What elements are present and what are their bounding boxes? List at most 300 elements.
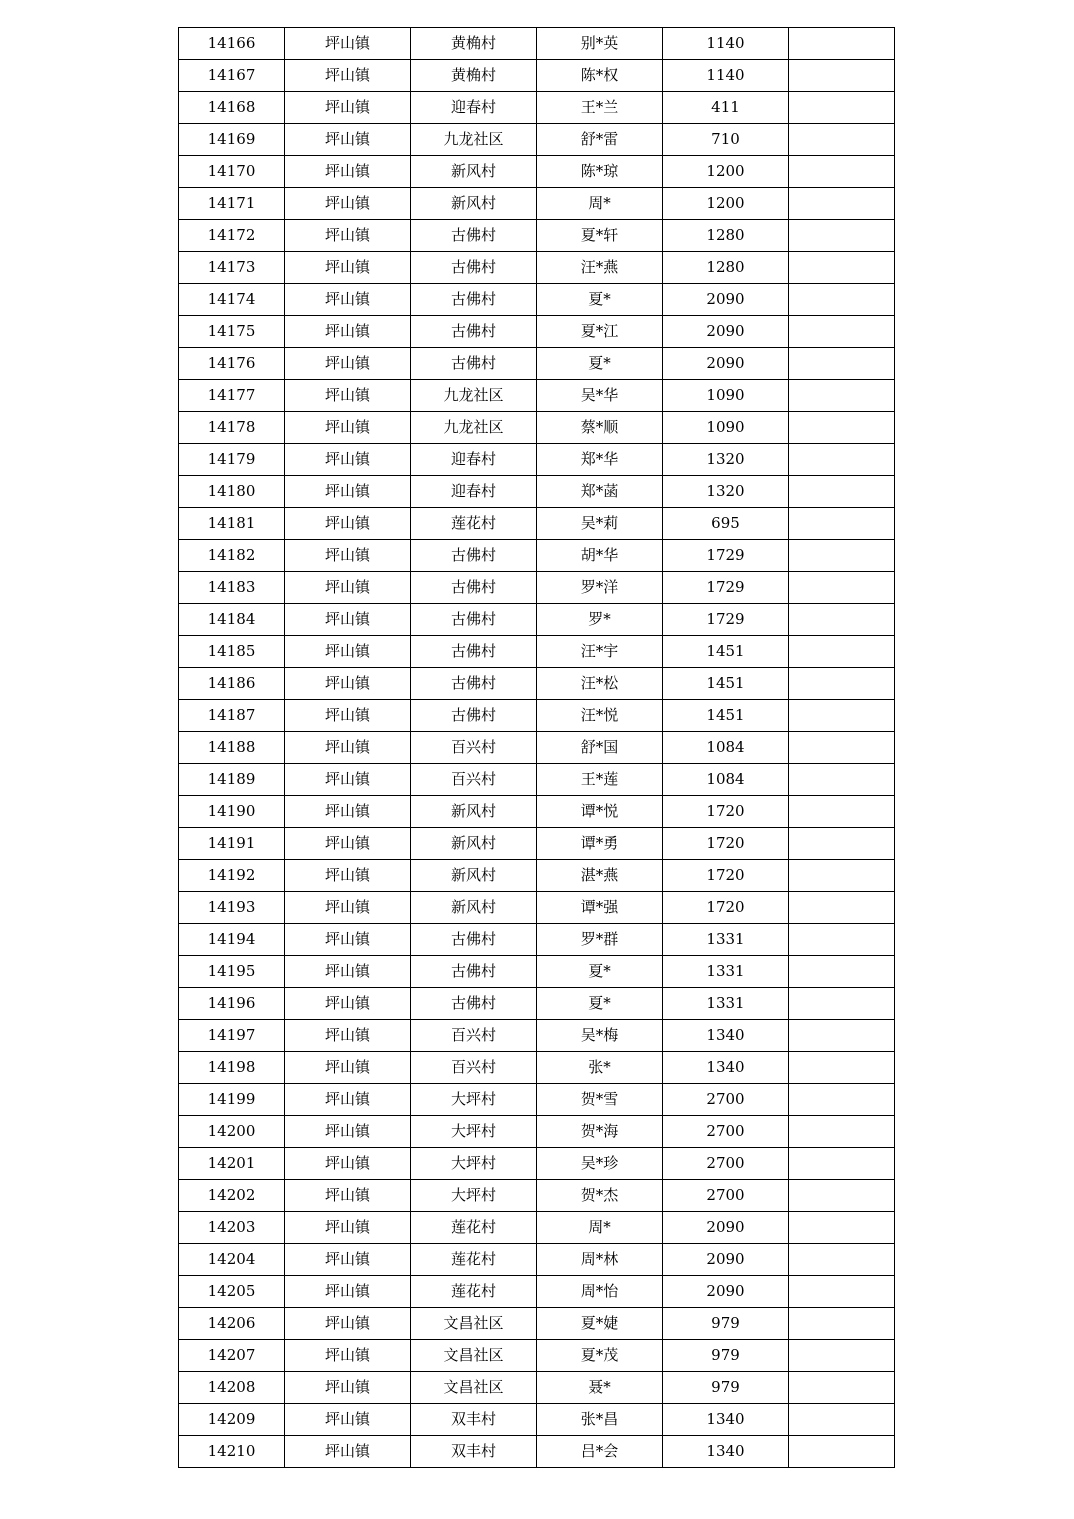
remark-cell [789,28,895,60]
remark-cell [789,1148,895,1180]
amount-cell: 1340 [663,1020,789,1052]
remark-cell [789,796,895,828]
amount-cell: 1084 [663,732,789,764]
row-number-cell: 14175 [179,316,285,348]
row-number-cell: 14194 [179,924,285,956]
town-cell: 坪山镇 [285,1116,411,1148]
amount-cell: 979 [663,1308,789,1340]
town-cell: 坪山镇 [285,156,411,188]
data-table [178,27,895,1468]
remark-cell [789,444,895,476]
village-cell: 古佛村 [411,636,537,668]
name-cell: 夏* [537,988,663,1020]
name-cell: 王*莲 [537,764,663,796]
village-cell: 古佛村 [411,348,537,380]
amount-cell: 1280 [663,220,789,252]
row-number-cell: 14187 [179,700,285,732]
row-number-cell: 14195 [179,956,285,988]
town-cell: 坪山镇 [285,284,411,316]
name-cell: 周* [537,188,663,220]
name-cell: 夏*轩 [537,220,663,252]
name-cell: 谭*强 [537,892,663,924]
village-cell: 新风村 [411,860,537,892]
town-cell: 坪山镇 [285,508,411,540]
table-row [179,540,895,572]
row-number-cell: 14209 [179,1404,285,1436]
village-cell: 文昌社区 [411,1308,537,1340]
village-cell: 新风村 [411,796,537,828]
remark-cell [789,636,895,668]
row-number-cell: 14189 [179,764,285,796]
name-cell: 吴*梅 [537,1020,663,1052]
name-cell: 谭*勇 [537,828,663,860]
amount-cell: 1331 [663,988,789,1020]
village-cell: 古佛村 [411,988,537,1020]
remark-cell [789,1404,895,1436]
amount-cell: 2700 [663,1116,789,1148]
town-cell: 坪山镇 [285,1340,411,1372]
row-number-cell: 14184 [179,604,285,636]
name-cell: 周*怡 [537,1276,663,1308]
town-cell: 坪山镇 [285,1404,411,1436]
row-number-cell: 14204 [179,1244,285,1276]
amount-cell: 1340 [663,1436,789,1468]
table-row [179,1372,895,1404]
row-number-cell: 14201 [179,1148,285,1180]
name-cell: 汪*燕 [537,252,663,284]
village-cell: 九龙社区 [411,380,537,412]
amount-cell: 411 [663,92,789,124]
town-cell: 坪山镇 [285,764,411,796]
row-number-cell: 14168 [179,92,285,124]
table-row [179,1116,895,1148]
village-cell: 双丰村 [411,1436,537,1468]
row-number-cell: 14172 [179,220,285,252]
village-cell: 古佛村 [411,316,537,348]
table-row [179,604,895,636]
town-cell: 坪山镇 [285,572,411,604]
town-cell: 坪山镇 [285,988,411,1020]
table-row [179,1084,895,1116]
amount-cell: 1331 [663,956,789,988]
row-number-cell: 14206 [179,1308,285,1340]
amount-cell: 2700 [663,1148,789,1180]
remark-cell [789,1372,895,1404]
table-row [179,188,895,220]
village-cell: 文昌社区 [411,1372,537,1404]
amount-cell: 1451 [663,700,789,732]
row-number-cell: 14190 [179,796,285,828]
name-cell: 张*昌 [537,1404,663,1436]
table-row [179,380,895,412]
remark-cell [789,860,895,892]
amount-cell: 2090 [663,1212,789,1244]
name-cell: 陈*琼 [537,156,663,188]
village-cell: 古佛村 [411,700,537,732]
village-cell: 迎春村 [411,444,537,476]
amount-cell: 2700 [663,1180,789,1212]
remark-cell [789,892,895,924]
table-row [179,412,895,444]
row-number-cell: 14208 [179,1372,285,1404]
row-number-cell: 14207 [179,1340,285,1372]
remark-cell [789,1052,895,1084]
row-number-cell: 14202 [179,1180,285,1212]
name-cell: 蔡*顺 [537,412,663,444]
village-cell: 百兴村 [411,1020,537,1052]
name-cell: 罗*洋 [537,572,663,604]
village-cell: 黄桷村 [411,28,537,60]
name-cell: 贺*杰 [537,1180,663,1212]
table-row [179,956,895,988]
remark-cell [789,1340,895,1372]
row-number-cell: 14180 [179,476,285,508]
row-number-cell: 14182 [179,540,285,572]
remark-cell [789,1084,895,1116]
village-cell: 莲花村 [411,1276,537,1308]
table-row [179,444,895,476]
table-row [179,1276,895,1308]
remark-cell [789,124,895,156]
row-number-cell: 14177 [179,380,285,412]
table-row [179,892,895,924]
town-cell: 坪山镇 [285,316,411,348]
name-cell: 郑*菡 [537,476,663,508]
village-cell: 大坪村 [411,1084,537,1116]
remark-cell [789,732,895,764]
table-row [179,988,895,1020]
amount-cell: 1720 [663,892,789,924]
remark-cell [789,476,895,508]
town-cell: 坪山镇 [285,1052,411,1084]
town-cell: 坪山镇 [285,700,411,732]
town-cell: 坪山镇 [285,1084,411,1116]
remark-cell [789,700,895,732]
town-cell: 坪山镇 [285,668,411,700]
remark-cell [789,316,895,348]
remark-cell [789,668,895,700]
name-cell: 湛*燕 [537,860,663,892]
table-row [179,732,895,764]
table-row [179,252,895,284]
amount-cell: 1729 [663,540,789,572]
remark-cell [789,988,895,1020]
row-number-cell: 14197 [179,1020,285,1052]
name-cell: 张* [537,1052,663,1084]
village-cell: 莲花村 [411,1212,537,1244]
row-number-cell: 14170 [179,156,285,188]
name-cell: 周* [537,1212,663,1244]
amount-cell: 1720 [663,796,789,828]
remark-cell [789,1020,895,1052]
village-cell: 百兴村 [411,1052,537,1084]
remark-cell [789,924,895,956]
name-cell: 汪*宇 [537,636,663,668]
row-number-cell: 14167 [179,60,285,92]
row-number-cell: 14171 [179,188,285,220]
table-row [179,796,895,828]
remark-cell [789,1180,895,1212]
row-number-cell: 14200 [179,1116,285,1148]
village-cell: 古佛村 [411,572,537,604]
town-cell: 坪山镇 [285,732,411,764]
table-row [179,124,895,156]
village-cell: 新风村 [411,892,537,924]
name-cell: 郑*华 [537,444,663,476]
amount-cell: 2700 [663,1084,789,1116]
remark-cell [789,348,895,380]
remark-cell [789,604,895,636]
table-row [179,284,895,316]
name-cell: 贺*海 [537,1116,663,1148]
amount-cell: 979 [663,1340,789,1372]
village-cell: 迎春村 [411,92,537,124]
table-row [179,220,895,252]
amount-cell: 1331 [663,924,789,956]
remark-cell [789,1436,895,1468]
table-row [179,860,895,892]
table-row [179,1340,895,1372]
town-cell: 坪山镇 [285,1372,411,1404]
row-number-cell: 14192 [179,860,285,892]
table-row [179,1404,895,1436]
table-row [179,1180,895,1212]
table-row [179,156,895,188]
town-cell: 坪山镇 [285,412,411,444]
town-cell: 坪山镇 [285,348,411,380]
town-cell: 坪山镇 [285,604,411,636]
village-cell: 百兴村 [411,764,537,796]
table-body [179,28,895,1468]
village-cell: 黄桷村 [411,60,537,92]
amount-cell: 1140 [663,60,789,92]
table-row [179,60,895,92]
amount-cell: 979 [663,1372,789,1404]
town-cell: 坪山镇 [285,796,411,828]
amount-cell: 1320 [663,444,789,476]
remark-cell [789,252,895,284]
remark-cell [789,508,895,540]
name-cell: 吴*华 [537,380,663,412]
name-cell: 贺*雪 [537,1084,663,1116]
table-row [179,572,895,604]
name-cell: 王*兰 [537,92,663,124]
village-cell: 双丰村 [411,1404,537,1436]
town-cell: 坪山镇 [285,252,411,284]
town-cell: 坪山镇 [285,380,411,412]
amount-cell: 1140 [663,28,789,60]
village-cell: 古佛村 [411,956,537,988]
table-row [179,1212,895,1244]
remark-cell [789,188,895,220]
amount-cell: 1340 [663,1052,789,1084]
town-cell: 坪山镇 [285,92,411,124]
town-cell: 坪山镇 [285,188,411,220]
table-row [179,1052,895,1084]
row-number-cell: 14205 [179,1276,285,1308]
amount-cell: 695 [663,508,789,540]
village-cell: 文昌社区 [411,1340,537,1372]
town-cell: 坪山镇 [285,1436,411,1468]
amount-cell: 1340 [663,1404,789,1436]
table-row [179,1148,895,1180]
amount-cell: 1720 [663,860,789,892]
town-cell: 坪山镇 [285,636,411,668]
row-number-cell: 14166 [179,28,285,60]
remark-cell [789,92,895,124]
amount-cell: 1090 [663,412,789,444]
table-row [179,1436,895,1468]
amount-cell: 1200 [663,156,789,188]
village-cell: 百兴村 [411,732,537,764]
amount-cell: 710 [663,124,789,156]
name-cell: 聂* [537,1372,663,1404]
town-cell: 坪山镇 [285,60,411,92]
village-cell: 迎春村 [411,476,537,508]
town-cell: 坪山镇 [285,1276,411,1308]
name-cell: 夏* [537,348,663,380]
table-row [179,316,895,348]
amount-cell: 2090 [663,1276,789,1308]
village-cell: 古佛村 [411,604,537,636]
town-cell: 坪山镇 [285,124,411,156]
town-cell: 坪山镇 [285,924,411,956]
village-cell: 新风村 [411,828,537,860]
amount-cell: 1729 [663,572,789,604]
table-row [179,636,895,668]
row-number-cell: 14203 [179,1212,285,1244]
name-cell: 汪*悦 [537,700,663,732]
village-cell: 新风村 [411,188,537,220]
town-cell: 坪山镇 [285,1212,411,1244]
name-cell: 谭*悦 [537,796,663,828]
name-cell: 汪*松 [537,668,663,700]
name-cell: 陈*权 [537,60,663,92]
remark-cell [789,1212,895,1244]
row-number-cell: 14198 [179,1052,285,1084]
town-cell: 坪山镇 [285,476,411,508]
remark-cell [789,156,895,188]
table-row [179,508,895,540]
name-cell: 周*林 [537,1244,663,1276]
table-row [179,1244,895,1276]
table-row [179,700,895,732]
name-cell: 罗* [537,604,663,636]
town-cell: 坪山镇 [285,1244,411,1276]
row-number-cell: 14178 [179,412,285,444]
row-number-cell: 14188 [179,732,285,764]
name-cell: 舒*国 [537,732,663,764]
table-row [179,764,895,796]
town-cell: 坪山镇 [285,956,411,988]
village-cell: 新风村 [411,156,537,188]
name-cell: 罗*群 [537,924,663,956]
name-cell: 吕*会 [537,1436,663,1468]
row-number-cell: 14176 [179,348,285,380]
amount-cell: 1200 [663,188,789,220]
name-cell: 舒*雷 [537,124,663,156]
name-cell: 吴*珍 [537,1148,663,1180]
village-cell: 大坪村 [411,1148,537,1180]
remark-cell [789,1276,895,1308]
amount-cell: 1090 [663,380,789,412]
remark-cell [789,380,895,412]
amount-cell: 1084 [663,764,789,796]
town-cell: 坪山镇 [285,220,411,252]
village-cell: 古佛村 [411,540,537,572]
table-row [179,828,895,860]
village-cell: 古佛村 [411,924,537,956]
table-row [179,476,895,508]
amount-cell: 2090 [663,348,789,380]
village-cell: 古佛村 [411,220,537,252]
row-number-cell: 14210 [179,1436,285,1468]
row-number-cell: 14191 [179,828,285,860]
name-cell: 胡*华 [537,540,663,572]
village-cell: 莲花村 [411,1244,537,1276]
amount-cell: 1320 [663,476,789,508]
remark-cell [789,412,895,444]
row-number-cell: 14196 [179,988,285,1020]
town-cell: 坪山镇 [285,540,411,572]
amount-cell: 1451 [663,668,789,700]
name-cell: 夏*江 [537,316,663,348]
village-cell: 大坪村 [411,1180,537,1212]
village-cell: 大坪村 [411,1116,537,1148]
remark-cell [789,60,895,92]
village-cell: 九龙社区 [411,412,537,444]
row-number-cell: 14186 [179,668,285,700]
amount-cell: 1729 [663,604,789,636]
village-cell: 古佛村 [411,668,537,700]
name-cell: 夏*茂 [537,1340,663,1372]
row-number-cell: 14193 [179,892,285,924]
row-number-cell: 14179 [179,444,285,476]
table-row [179,1020,895,1052]
amount-cell: 2090 [663,316,789,348]
remark-cell [789,1116,895,1148]
remark-cell [789,764,895,796]
name-cell: 吴*莉 [537,508,663,540]
remark-cell [789,540,895,572]
town-cell: 坪山镇 [285,828,411,860]
town-cell: 坪山镇 [285,28,411,60]
row-number-cell: 14199 [179,1084,285,1116]
town-cell: 坪山镇 [285,1148,411,1180]
town-cell: 坪山镇 [285,1020,411,1052]
row-number-cell: 14169 [179,124,285,156]
name-cell: 夏*婕 [537,1308,663,1340]
table-row [179,28,895,60]
name-cell: 别*英 [537,28,663,60]
row-number-cell: 14181 [179,508,285,540]
village-cell: 九龙社区 [411,124,537,156]
town-cell: 坪山镇 [285,892,411,924]
village-cell: 古佛村 [411,252,537,284]
remark-cell [789,284,895,316]
remark-cell [789,956,895,988]
row-number-cell: 14173 [179,252,285,284]
town-cell: 坪山镇 [285,1308,411,1340]
village-cell: 莲花村 [411,508,537,540]
row-number-cell: 14185 [179,636,285,668]
town-cell: 坪山镇 [285,1180,411,1212]
remark-cell [789,572,895,604]
town-cell: 坪山镇 [285,444,411,476]
remark-cell [789,1308,895,1340]
amount-cell: 1720 [663,828,789,860]
table-row [179,92,895,124]
